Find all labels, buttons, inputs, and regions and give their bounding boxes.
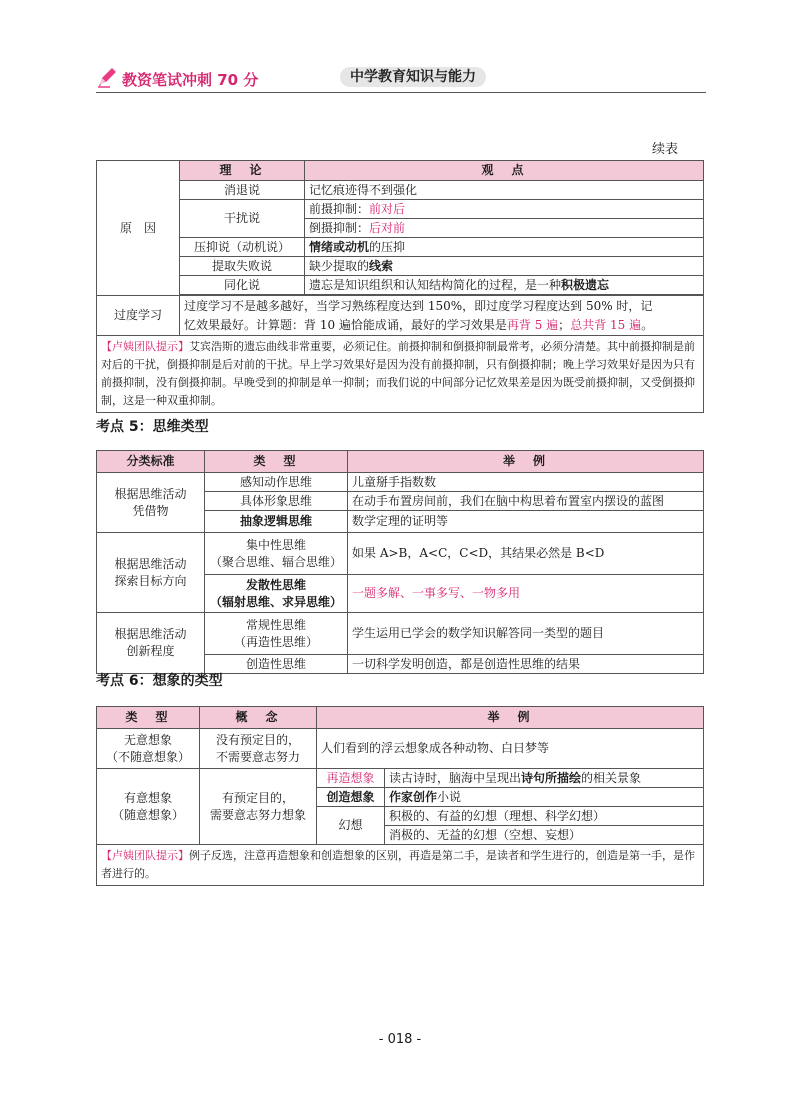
example-text: 读古诗时，脑海中呈现出 [389,770,522,785]
header-example: 举 例 [348,451,704,473]
page-number: - 018 - [378,1032,422,1047]
type-cell: 感知动作思维 [205,473,348,492]
pencil-icon [96,66,118,92]
bold-text: 情绪或动机 [309,239,370,254]
type-cell: 创造性思维 [205,655,348,674]
tip-label: 【卢姨团队提示】 [101,849,189,862]
tip-text: 例子反选，注意再造想象和创造想象的区别，再造是第二手，是读者和学生进行的，创造是第一手，是作者进行的。 [101,849,695,880]
example-cell: 人们看到的浮云想象成各种动物、白日梦等 [317,729,704,769]
tip-box [97,336,704,413]
type-cell [97,769,200,845]
end-text: 。 [641,317,654,332]
theory-cell: 干扰说 [180,200,305,238]
theory-cell: 压抑说（动机说） [180,238,305,257]
header-view: 观 点 [305,161,704,181]
type-line: 有意想象 [123,790,172,805]
criterion-line: 根据思维活动 [114,486,187,501]
theory-cell: 消退说 [180,181,305,200]
tip-box [97,845,704,886]
criterion-line: 根据思维活动 [114,556,187,571]
view-cell [305,200,704,219]
view-text: 遗忘是知识组织和认知结构简化的过程，是一种 [309,277,562,292]
type-cell: 抽象逻辑思维 [205,511,348,533]
view-cell [305,238,704,257]
over-learning-label: 过度学习 [97,296,180,336]
view-text: 倒摄抑制： [309,220,370,235]
section-title: 考点 5：思维类型 [96,419,209,435]
example-text: 的相关景象 [581,770,642,785]
concept-cell [200,769,317,845]
subtype-cell: 再造想象 [317,769,385,788]
tip-label: 【卢姨团队提示】 [101,340,189,353]
view-text: 缺少提取的 [309,258,370,273]
type-line: （聚合思维、辐合思维） [209,554,342,569]
subtype-cell: 创造想象 [317,788,385,807]
view-cell [305,257,704,276]
over-learning-text [180,296,704,336]
over-line [184,316,699,335]
page-header [96,66,706,90]
example-cell: 学生运用已学会的数学知识解答同一类型的题目 [348,613,704,655]
theory-cell: 提取失败说 [180,257,305,276]
section-title: 考点 6：想象的类型 [96,673,223,689]
imagination-types-table [96,706,704,886]
example-cell: 积极的、有益的幻想（理想、科学幻想） [385,807,704,826]
type-line: （随意想象） [111,807,184,822]
tip-text: 艾宾浩斯的遗忘曲线非常重要，必须记住。前摄抑制和倒摄抑制最常考，必须分清楚。其中前摄抑制是前对后的干扰，倒摄抑制是后对前的干扰。早上学习效果好是因为没有前摄抑制，只有倒摄抑制；晚上学习效果好是因为只有前摄抑制，没有倒摄抑制。早晚受到的抑制是单一抑制；而我们说的中间部分记忆效果差是因为既受前摄抑制，又受倒摄抑制，这是一种双重抑制。 [101,340,695,407]
type-line: 集中性思维 [245,537,306,552]
bold-text: 诗句所描绘 [521,770,582,785]
thinking-types-table [96,450,704,674]
type-line: （再造性思维） [233,634,318,649]
book-title: 教资笔试冲刺 70 分 [122,71,259,89]
subject-chip: 中学教育知识与能力 [340,67,486,87]
bold-text: 积极遗忘 [561,277,610,292]
type-cell [205,613,348,655]
sep-text: ； [558,317,571,332]
criterion-cell [97,613,205,674]
concept-line: 有预定目的， [221,790,294,805]
cause-label: 原 因 [97,161,180,296]
criterion-line: 凭借物 [132,503,169,518]
type-line: 无意想象 [123,732,172,747]
view-cell [305,219,704,238]
header-criterion: 分类标准 [97,451,205,473]
header-theory: 理 论 [180,161,305,181]
view-cell: 记忆痕迹得不到强化 [305,181,704,200]
bold-text: 作家创作 [389,789,438,804]
criterion-cell [97,533,205,613]
example-cell: 一切科学发明创造，都是创造性思维的结果 [348,655,704,674]
view-text: 的压抑 [369,239,406,254]
concept-cell [200,729,317,769]
example-cell: 儿童掰手指数数 [348,473,704,492]
type-cell: 具体形象思维 [205,492,348,511]
highlight-text: 前对后 [369,201,406,216]
example-text: 小说 [437,789,462,804]
concept-line: 不需要意志努力 [215,749,300,764]
example-cell: 消极的、无益的幻想（空想、妄想） [385,826,704,845]
example-cell: 在动手布置房间前，我们在脑中构思着布置室内摆设的蓝图 [348,492,704,511]
over-text: 忆效果最好。计算题：背 10 遍恰能成诵，最好的学习效果是 [184,317,507,332]
example-cell [385,788,704,807]
example-cell: 一题多解、一事多写、一物多用 [348,575,704,613]
type-cell [205,575,348,613]
example-cell: 如果 A>B，A<C，C<D，其结果必然是 B<D [348,533,704,575]
type-line: （辐射思维、求异思维） [209,594,342,609]
concept-line: 需要意志努力想象 [209,807,306,822]
header-type: 类 型 [97,707,200,729]
highlight-text: 后对前 [369,220,406,235]
type-line: 发散性思维 [245,577,306,592]
type-line: 常规性思维 [245,617,306,632]
over-line: 过度学习不是越多越好，当学习熟练程度达到 150%，即过度学习程度达到 50% 时，记 [184,298,653,313]
criterion-line: 探索目标方向 [114,573,187,588]
header-rule [96,92,706,93]
subtype-cell: 幻想 [317,807,385,845]
forgetting-table [96,160,704,413]
highlight-text: 再背 5 遍 [506,317,559,332]
criterion-line: 根据思维活动 [114,627,187,641]
concept-line: 没有预定目的， [215,732,300,747]
bold-text: 线索 [369,258,394,273]
highlight-text: 总共背 15 遍 [570,317,642,332]
criterion-cell [97,473,205,533]
theory-cell: 同化说 [180,276,305,295]
example-cell [385,769,704,788]
header-example: 举 例 [317,707,704,729]
continued-label: 续表 [652,142,679,157]
header-concept: 概 念 [200,707,317,729]
type-line: （不随意想象） [105,749,190,764]
header-type: 类 型 [205,451,348,473]
type-cell [97,729,200,769]
view-cell [305,276,704,295]
type-cell [205,533,348,575]
criterion-line: 创新程度 [126,644,175,658]
example-cell: 数学定理的证明等 [348,511,704,533]
view-text: 前摄抑制： [309,201,370,216]
